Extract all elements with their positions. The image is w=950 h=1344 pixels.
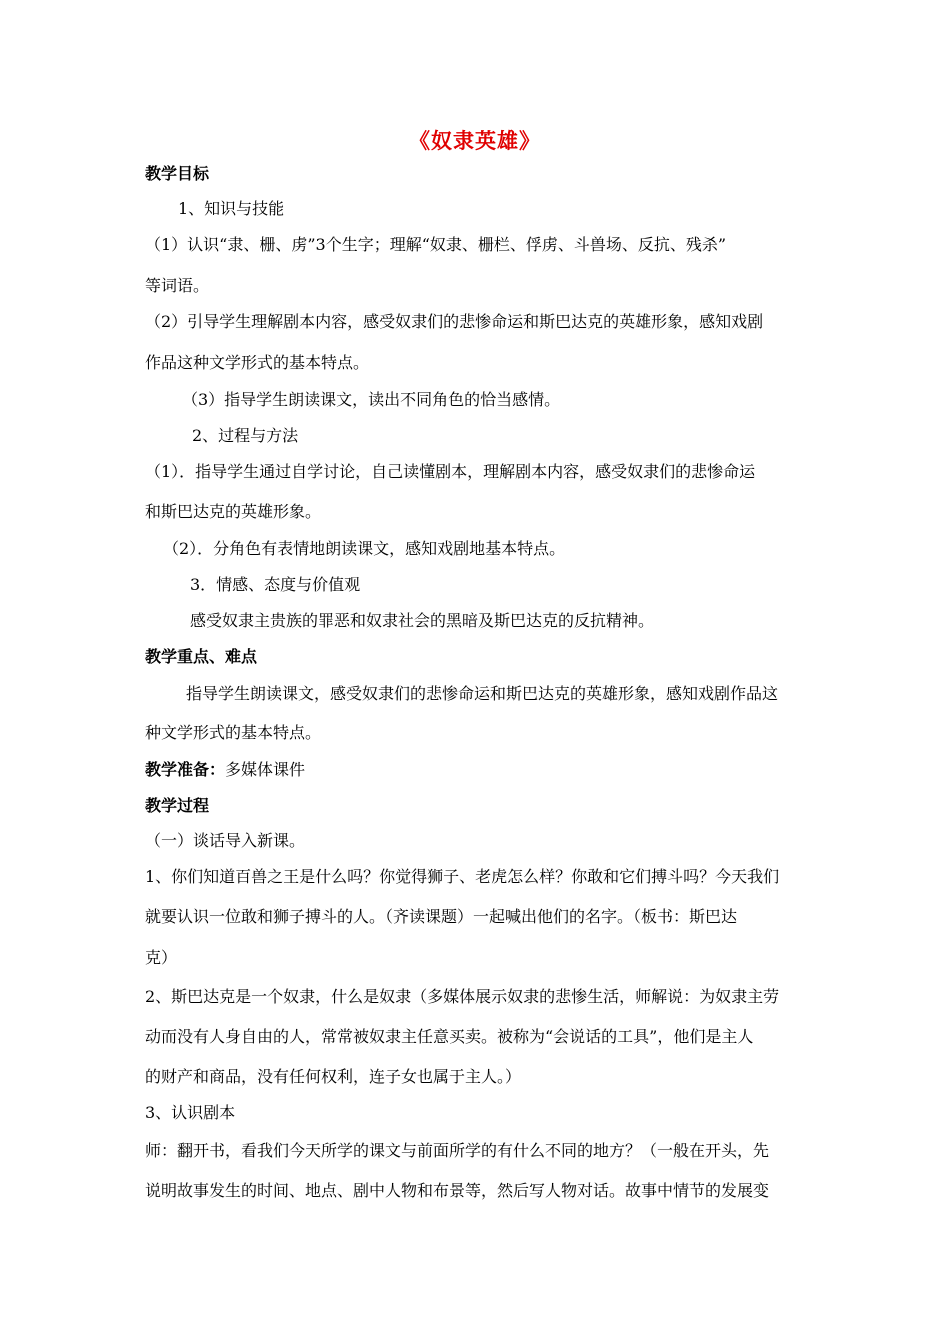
paragraph-line: 2、斯巴达克是一个奴隶，什么是奴隶（多媒体展示奴隶的悲惨生活，师解说：为奴隶主劳 [145,987,780,1006]
subheading-process-method: 2、过程与方法 [192,426,299,445]
preparation-line [145,760,305,780]
paragraph-line: 1、你们知道百兽之王是什么吗？你觉得狮子、老虎怎么样？你敢和它们搏斗吗？今天我们 [145,867,780,886]
section-heading-process: 教学过程 [145,796,210,815]
paragraph-line: 克） [145,948,178,967]
paragraph-line: （一）谈话导入新课。 [145,831,306,850]
paragraph-line: 说明故事发生的时间、地点、剧中人物和布景等，然后写人物对话。故事中情节的发展变 [145,1181,770,1200]
section-heading-key-points: 教学重点、难点 [145,647,258,666]
document-title: 《奴隶英雄》 [409,128,541,153]
preparation-value: 多媒体课件 [225,760,306,779]
section-heading-objectives: 教学目标 [145,164,210,183]
paragraph-line: 动而没有人身自由的人，常常被奴隶主任意买卖。被称为“会说话的工具”，他们是主人 [145,1027,754,1046]
paragraph-line: 感受奴隶主贵族的罪恶和奴隶社会的黑暗及斯巴达克的反抗精神。 [190,611,655,630]
subheading-emotion-values: 3．情感、态度与价值观 [190,575,361,594]
paragraph-line: 种文学形式的基本特点。 [145,723,322,742]
paragraph-line: 和斯巴达克的英雄形象。 [145,502,322,521]
paragraph-line: 师：翻开书，看我们今天所学的课文与前面所学的有什么不同的地方？（一般在开头，先 [145,1141,770,1160]
paragraph-line: 等词语。 [145,276,210,295]
section-heading-preparation: 教学准备： [145,760,226,779]
paragraph-line: （1）认识“隶、栅、虏”3个生字；理解“奴隶、栅栏、俘虏、斗兽场、反抗、残杀” [145,235,727,254]
paragraph-line: 的财产和商品，没有任何权利，连子女也属于主人。） [145,1067,522,1086]
paragraph-line: 作品这种文学形式的基本特点。 [145,353,370,372]
paragraph-line: （1）．指导学生通过自学讨论，自己读懂剧本，理解剧本内容，感受奴隶们的悲惨命运 [145,462,756,481]
paragraph-line: （3）指导学生朗读课文，读出不同角色的恰当感情。 [182,390,561,409]
paragraph-line: （2）引导学生理解剧本内容，感受奴隶们的悲惨命运和斯巴达克的英雄形象，感知戏剧 [145,312,764,331]
paragraph-line: 指导学生朗读课文，感受奴隶们的悲惨命运和斯巴达克的英雄形象，感知戏剧作品这 [186,684,779,703]
paragraph-line: 3、认识剧本 [145,1103,236,1122]
subheading-knowledge-skills: 1、知识与技能 [178,199,285,218]
paragraph-line: （2）．分角色有表情地朗读课文，感知戏剧地基本特点。 [163,539,566,558]
paragraph-line: 就要认识一位敢和狮子搏斗的人。（齐读课题）一起喊出他们的名字。（板书：斯巴达 [145,907,738,926]
